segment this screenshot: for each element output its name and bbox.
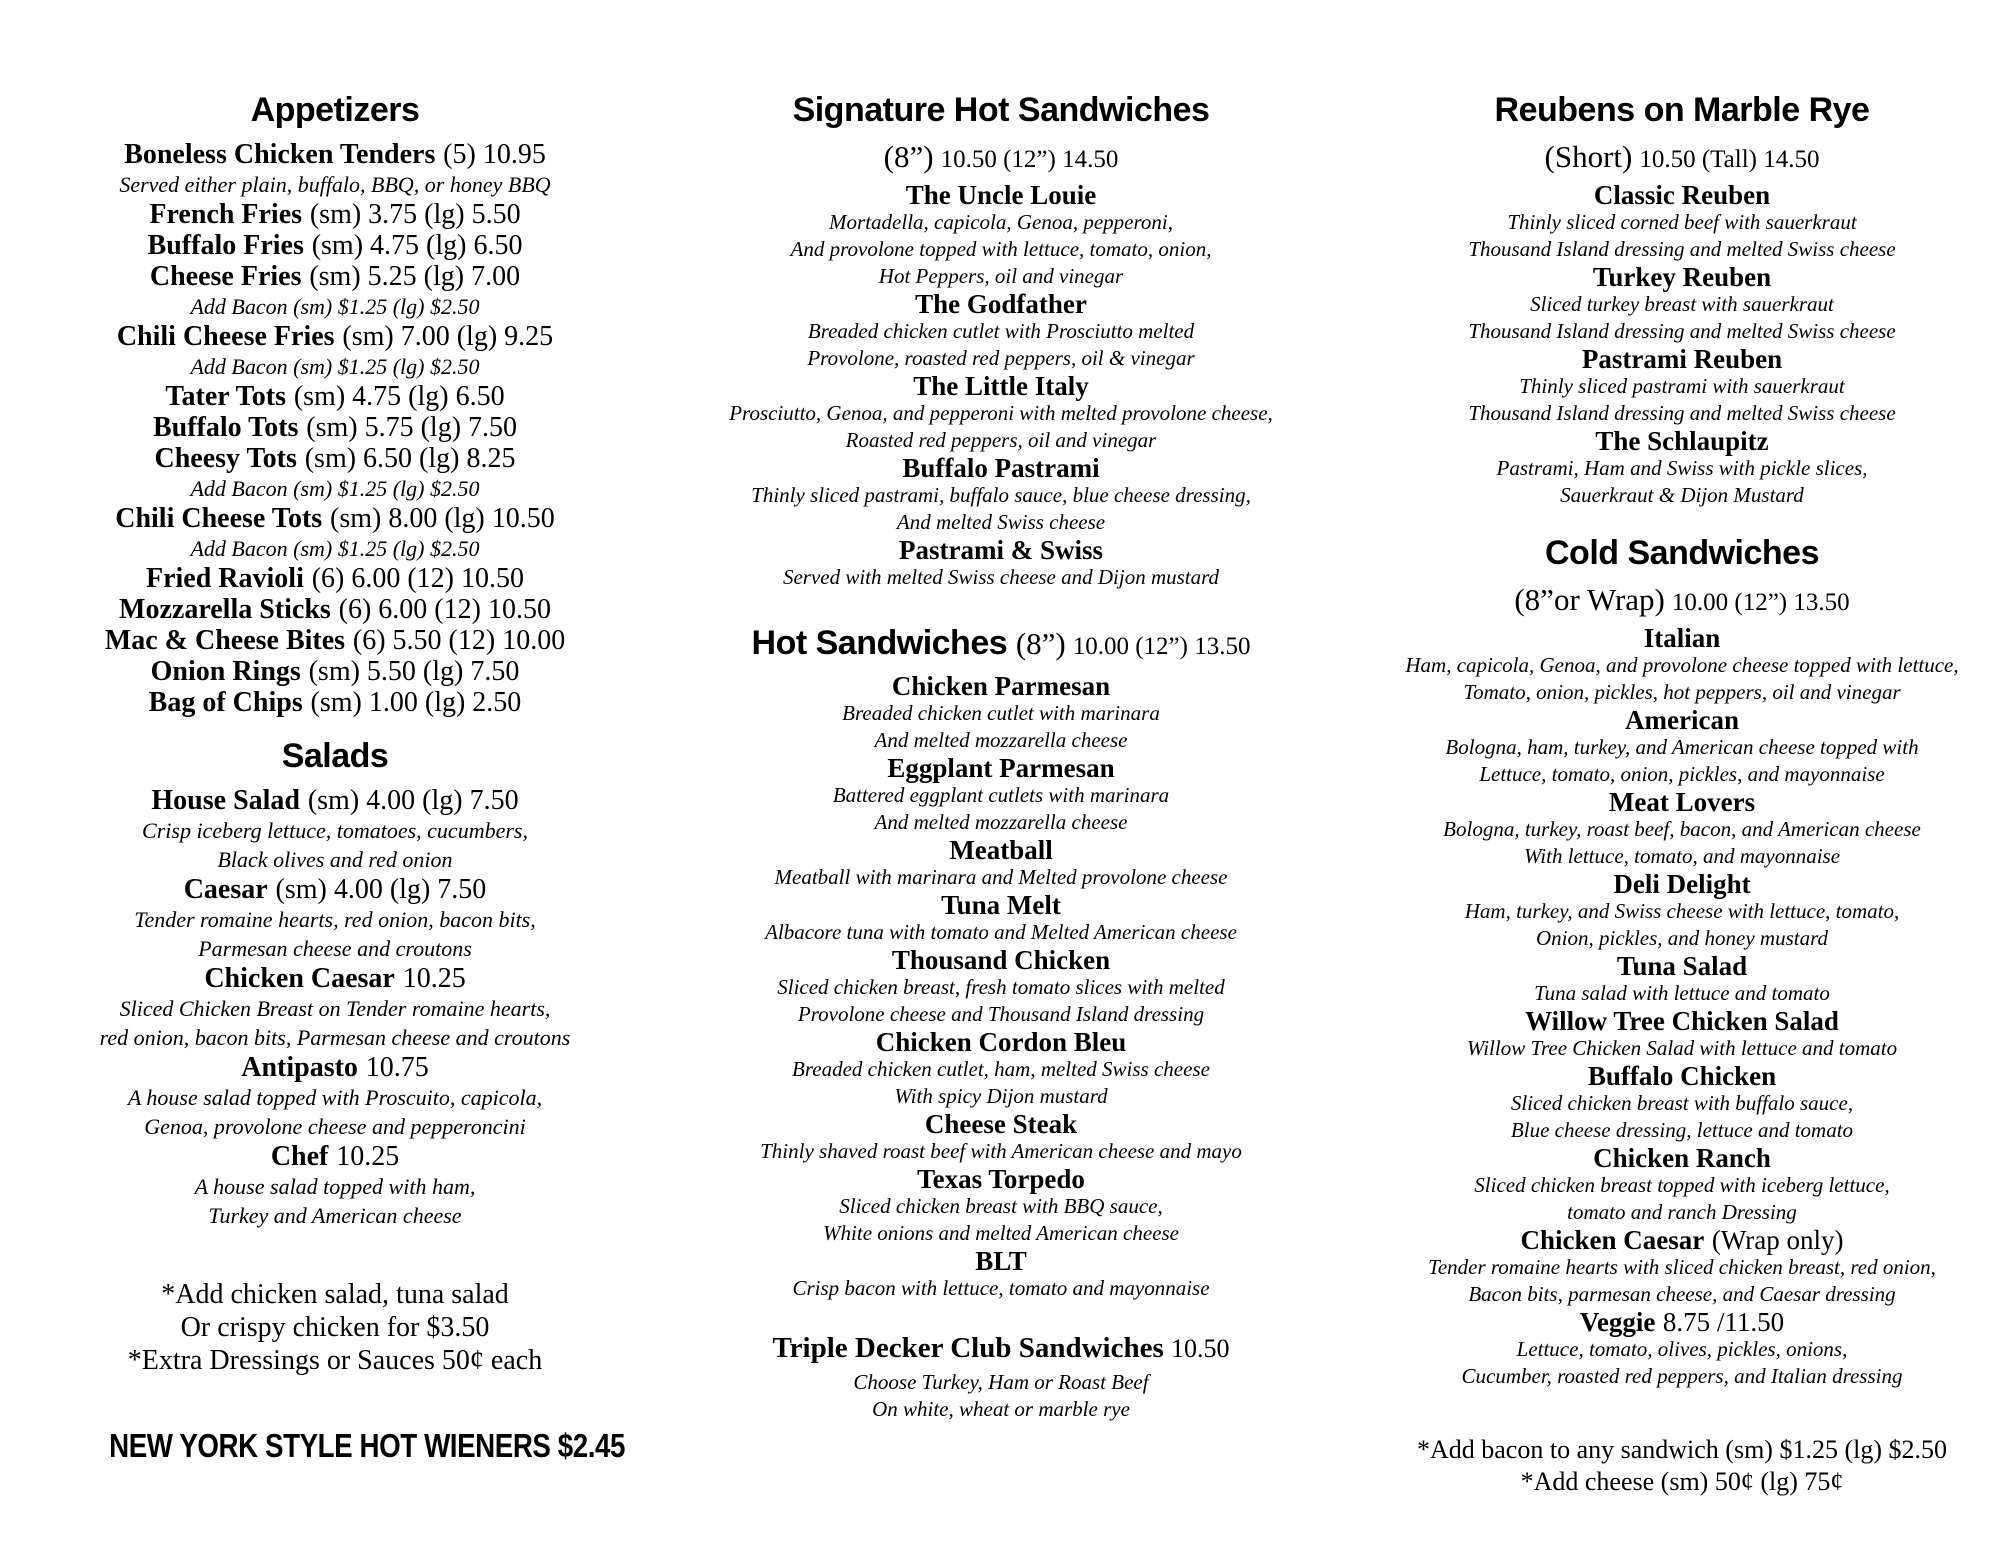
item-name: Deli Delight (1613, 869, 1751, 899)
item-name: Mozzarella Sticks (119, 594, 331, 625)
item-description: Lettuce, tomato, olives, pickles, onions, (1516, 1337, 1848, 1361)
section-prices: 10.00 (12”) 13.50 (1072, 633, 1251, 660)
item-price: (6) 6.00 (12) 10.50 (338, 594, 551, 625)
menu-item (665, 946, 1337, 974)
item-price: (Wrap only) (1711, 1225, 1844, 1255)
footnote-line: *Add chicken salad, tuna salad (161, 1279, 509, 1310)
item-name: The Little Italy (913, 371, 1089, 401)
menu-item (665, 1028, 1337, 1056)
menu-item (1366, 706, 1998, 734)
item-description: Thinly sliced pastrami, buffalo sauce, blue cheese dressing, (751, 483, 1251, 507)
item-name: Willow Tree Chicken Salad (1525, 1006, 1839, 1036)
section-signature-hot-sandwiches (665, 88, 1337, 591)
item-description: Provolone cheese and Thousand Island dressing (797, 1002, 1205, 1026)
menu-item (1366, 1308, 1998, 1336)
item-name: Meatball (949, 835, 1053, 865)
item-description: Lettuce, tomato, onion, pickles, and mayonnaise (1479, 762, 1885, 786)
menu-item (1366, 345, 1998, 373)
item-name: Onion Rings (150, 656, 301, 687)
item-description: Breaded chicken cutlet, ham, melted Swiss cheese (792, 1057, 1210, 1081)
section-salads (60, 734, 610, 1230)
section-heading (1366, 531, 1998, 582)
item-description: Roasted red peppers, oil and vinegar (845, 428, 1157, 452)
menu-item (1366, 1226, 1998, 1254)
item-description: Tender romaine hearts, red onion, bacon bits, (134, 907, 536, 932)
item-description: And melted mozzarella cheese (874, 810, 1128, 834)
menu-item (60, 412, 610, 443)
menu-column-right (1366, 88, 1998, 1498)
item-name: Tuna Salad (1616, 951, 1748, 981)
footnote-line: *Add cheese (sm) 50¢ (lg) 75¢ (1520, 1467, 1844, 1496)
item-description: And melted Swiss cheese (896, 510, 1106, 534)
menu-item (60, 1141, 610, 1172)
section-size-options: (8”) (1015, 626, 1066, 661)
menu-item (60, 1052, 610, 1083)
item-name: American (1625, 705, 1739, 735)
item-name: Texas Torpedo (917, 1164, 1085, 1194)
section-size-options: (8”) (883, 139, 934, 174)
item-description: A house salad topped with ham, (194, 1174, 476, 1199)
item-note: Add Bacon (sm) $1.25 (lg) $2.50 (190, 294, 480, 319)
item-name: Chicken Caesar (1520, 1225, 1705, 1255)
item-description: Sauerkraut & Dijon Mustard (1560, 483, 1804, 507)
section-prices: 10.00 (12”) 13.50 (1671, 589, 1850, 616)
item-note: Add Bacon (sm) $1.25 (lg) $2.50 (190, 476, 480, 501)
item-description: Willow Tree Chicken Salad with lettuce and tomato (1466, 1036, 1898, 1060)
item-price: 8.75 /11.50 (1662, 1307, 1785, 1337)
section-heading-text: Hot Sandwiches (751, 624, 1008, 662)
item-name: Mac & Cheese Bites (104, 625, 346, 656)
menu-item (60, 139, 610, 170)
item-description: Tomato, onion, pickles, hot peppers, oil and vinegar (1463, 680, 1901, 704)
menu-item (60, 874, 610, 905)
item-description: Bacon bits, parmesan cheese, and Caesar dressing (1468, 1282, 1896, 1306)
item-name: Caesar (183, 874, 268, 905)
item-description: Served either plain, buffalo, BBQ, or honey BBQ (119, 172, 551, 197)
item-description: Hot Peppers, oil and vinegar (878, 264, 1124, 288)
section-reubens (1366, 88, 1998, 509)
menu-column-center (665, 88, 1337, 1423)
item-name: Buffalo Chicken (1587, 1061, 1777, 1091)
menu-item (665, 836, 1337, 864)
menu-item (665, 372, 1337, 400)
section-subtitle (1366, 139, 1998, 181)
item-name: Antipasto (241, 1052, 358, 1083)
item-description: With lettuce, tomato, and mayonnaise (1523, 844, 1841, 868)
item-price: (sm) 4.75 (lg) 6.50 (293, 381, 505, 412)
item-description: White onions and melted American cheese (823, 1221, 1179, 1245)
item-description: Thinly shaved roast beef with American cheese and mayo (760, 1139, 1242, 1163)
menu-item (60, 230, 610, 261)
item-description: Mortadella, capicola, Genoa, pepperoni, (829, 210, 1173, 234)
menu-item (665, 1110, 1337, 1138)
footnote-line: *Extra Dressings or Sauces 50¢ each (127, 1345, 543, 1376)
footnote-line: Or crispy chicken for $3.50 (180, 1312, 490, 1343)
item-description: And melted mozzarella cheese (874, 728, 1128, 752)
item-price: 10.25 (336, 1141, 400, 1172)
item-name: The Schlaupitz (1595, 426, 1769, 456)
item-name: Chef (270, 1141, 329, 1172)
item-description: Pastrami, Ham and Swiss with pickle slices, (1496, 456, 1868, 480)
item-description: With spicy Dijon mustard (894, 1084, 1108, 1108)
item-description: Battered eggplant cutlets with marinara (832, 783, 1170, 807)
item-description: Turkey and American cheese (208, 1203, 462, 1228)
section-heading-price: 10.50 (1171, 1334, 1230, 1363)
item-name: Buffalo Tots (152, 412, 299, 443)
menu-item (1366, 181, 1998, 209)
item-description: Sliced chicken breast with BBQ sauce, (839, 1194, 1163, 1218)
section-heading (1366, 88, 1998, 139)
item-name: Thousand Chicken (891, 945, 1111, 975)
item-description: red onion, bacon bits, Parmesan cheese and croutons (99, 1025, 571, 1050)
item-description: Bologna, turkey, roast beef, bacon, and American cheese (1443, 817, 1921, 841)
item-name: Chicken Caesar (204, 963, 395, 994)
item-name: Chili Cheese Fries (116, 321, 335, 352)
item-description: Tuna salad with lettuce and tomato (1534, 981, 1830, 1005)
item-name: Chicken Ranch (1593, 1143, 1771, 1173)
item-description: Prosciutto, Genoa, and pepperoni with melted provolone cheese, (729, 401, 1273, 425)
item-description: Thousand Island dressing and melted Swiss cheese (1468, 237, 1896, 261)
menu-item (60, 785, 610, 816)
item-price: (sm) 5.50 (lg) 7.50 (308, 656, 520, 687)
footnote-line: *Add bacon to any sandwich (sm) $1.25 (lg) $2.50 (1416, 1435, 1948, 1464)
menu-item (1366, 427, 1998, 455)
item-description: Meatball with marinara and Melted provolone cheese (774, 865, 1228, 889)
menu-item (60, 594, 610, 625)
item-name: Buffalo Fries (147, 230, 304, 261)
column-footnotes (60, 1278, 610, 1377)
item-name: Chicken Parmesan (891, 671, 1111, 701)
menu-item (665, 536, 1337, 564)
item-price: (6) 5.50 (12) 10.00 (352, 625, 566, 656)
item-description: Served with melted Swiss cheese and Dijon mustard (782, 565, 1220, 589)
section-prices: 10.50 (Tall) 14.50 (1639, 146, 1820, 173)
item-description: And provolone topped with lettuce, tomato, onion, (790, 237, 1212, 261)
item-description: A house salad topped with Proscuito, capicola, (127, 1085, 543, 1110)
item-name: Classic Reuben (1593, 180, 1771, 210)
section-heading-text: Appetizers (250, 91, 420, 129)
item-price: (sm) 4.75 (lg) 6.50 (311, 230, 523, 261)
menu-item (1366, 1007, 1998, 1035)
item-price: (sm) 4.00 (lg) 7.50 (275, 874, 487, 905)
item-description: Albacore tuna with tomato and Melted American cheese (765, 920, 1237, 944)
column-footnotes (1366, 1434, 1998, 1498)
item-name: Turkey Reuben (1592, 262, 1772, 292)
menu-item (1366, 1144, 1998, 1172)
menu-item (60, 563, 610, 594)
menu-item (60, 381, 610, 412)
item-price: (sm) 3.75 (lg) 5.50 (309, 199, 521, 230)
item-name: Eggplant Parmesan (887, 753, 1115, 783)
section-heading-text: Triple Decker Club Sandwiches (772, 1332, 1164, 1364)
item-name: Cheese Steak (924, 1109, 1078, 1139)
item-description: Crisp bacon with lettuce, tomato and mayonnaise (792, 1276, 1210, 1300)
item-name: Tuna Melt (941, 890, 1061, 920)
item-name: French Fries (149, 199, 303, 230)
item-description: Parmesan cheese and croutons (198, 936, 472, 961)
menu-item (60, 199, 610, 230)
item-name: Pastrami Reuben (1581, 344, 1783, 374)
item-note: Add Bacon (sm) $1.25 (lg) $2.50 (190, 536, 480, 561)
item-note: Add Bacon (sm) $1.25 (lg) $2.50 (190, 354, 480, 379)
item-name: Italian (1643, 623, 1721, 653)
item-price: (sm) 6.50 (lg) 8.25 (304, 443, 516, 474)
item-name: Boneless Chicken Tenders (124, 139, 436, 170)
menu-item (60, 503, 610, 534)
section-cold-sandwiches (1366, 531, 1998, 1390)
section-size-options: (8”or Wrap) (1514, 582, 1665, 617)
item-description: Tender romaine hearts with sliced chicken breast, red onion, (1428, 1255, 1936, 1279)
section-heading (60, 88, 610, 139)
menu-item (1366, 788, 1998, 816)
menu-item (665, 754, 1337, 782)
menu-item (665, 454, 1337, 482)
item-name: Cheese Fries (149, 261, 302, 292)
menu-item (60, 687, 610, 718)
item-name: The Godfather (915, 289, 1087, 319)
item-description: Thinly sliced corned beef with sauerkraut (1507, 210, 1857, 234)
item-price: (sm) 8.00 (lg) 10.50 (330, 503, 555, 534)
item-description: Onion, pickles, and honey mustard (1535, 926, 1828, 950)
section-heading-text: Salads (281, 737, 389, 775)
section-subtitle (665, 139, 1337, 181)
menu-item (60, 261, 610, 292)
menu-item (665, 672, 1337, 700)
item-description: Breaded chicken cutlet with Prosciutto melted (807, 319, 1195, 343)
menu-item (1366, 1062, 1998, 1090)
section-heading-text: Reubens on Marble Rye (1494, 91, 1870, 129)
menu-item (1366, 624, 1998, 652)
menu-column-left (60, 88, 626, 1465)
item-price: (sm) 7.00 (lg) 9.25 (342, 321, 554, 352)
section-heading (665, 88, 1337, 139)
menu-item (665, 1247, 1337, 1275)
section-heading (60, 734, 610, 785)
item-description: Sliced chicken breast, fresh tomato slices with melted (777, 975, 1225, 999)
section-heading-text: Signature Hot Sandwiches (792, 91, 1210, 129)
item-description: Thousand Island dressing and melted Swiss cheese (1468, 401, 1896, 425)
section-appetizers (60, 88, 610, 718)
menu-item (60, 625, 610, 656)
item-price: (5) 10.95 (443, 139, 546, 170)
item-description: Ham, turkey, and Swiss cheese with lettuce, tomato, (1464, 899, 1900, 923)
section-heading (665, 621, 1337, 672)
item-description: tomato and ranch Dressing (1567, 1200, 1797, 1224)
item-name: House Salad (151, 785, 300, 816)
item-price: (sm) 5.75 (lg) 7.50 (306, 412, 518, 443)
item-name: Pastrami & Swiss (899, 535, 1103, 565)
section-size-options: (Short) (1544, 139, 1633, 174)
item-description: Genoa, provolone cheese and pepperoncini (144, 1114, 526, 1139)
item-description: Crisp iceberg lettuce, tomatoes, cucumbers, (142, 818, 528, 843)
menu-item (60, 656, 610, 687)
item-price: (6) 6.00 (12) 10.50 (311, 563, 524, 594)
item-description: Breaded chicken cutlet with marinara (842, 701, 1160, 725)
item-name: Chili Cheese Tots (115, 503, 323, 534)
menu-item (665, 181, 1337, 209)
menu-item (1366, 952, 1998, 980)
item-price: 10.75 (365, 1052, 429, 1083)
item-description: Sliced Chicken Breast on Tender romaine hearts, (119, 996, 551, 1021)
menu-item (665, 891, 1337, 919)
item-description: Cucumber, roasted red peppers, and Italian dressing (1461, 1364, 1903, 1388)
menu-item (1366, 263, 1998, 291)
hot-wieners-banner: NEW YORK STYLE HOT WIENERS $2.45 (109, 1427, 626, 1464)
item-price: (sm) 5.25 (lg) 7.00 (309, 261, 521, 292)
item-name: Buffalo Pastrami (902, 453, 1100, 483)
section-subtitle (1366, 582, 1998, 624)
item-description: Thousand Island dressing and melted Swiss cheese (1468, 319, 1896, 343)
item-name: BLT (975, 1246, 1027, 1276)
section-heading (665, 1332, 1337, 1369)
menu-item (60, 321, 610, 352)
item-description: Black olives and red onion (217, 847, 453, 872)
section-triple-decker (665, 1332, 1337, 1423)
section-heading-text: Cold Sandwiches (1545, 534, 1819, 572)
menu-item (1366, 870, 1998, 898)
menu-item (665, 290, 1337, 318)
item-description: Sliced turkey breast with sauerkraut (1530, 292, 1834, 316)
item-description: Sliced chicken breast with buffalo sauce, (1510, 1091, 1854, 1115)
item-price: (sm) 4.00 (lg) 7.50 (307, 785, 519, 816)
item-name: Chicken Cordon Bleu (875, 1027, 1127, 1057)
item-name: Bag of Chips (148, 687, 303, 718)
section-prices: 10.50 (12”) 14.50 (940, 146, 1119, 173)
item-price: (sm) 1.00 (lg) 2.50 (310, 687, 522, 718)
menu-item (60, 963, 610, 994)
menu-item (665, 1165, 1337, 1193)
item-description: Sliced chicken breast topped with iceberg lettuce, (1474, 1173, 1890, 1197)
item-name: The Uncle Louie (905, 180, 1097, 210)
item-description: Thinly sliced pastrami with sauerkraut (1519, 374, 1845, 398)
item-description: Blue cheese dressing, lettuce and tomato (1510, 1118, 1854, 1142)
item-description: Bologna, ham, turkey, and American cheese topped with (1445, 735, 1919, 759)
item-description: Ham, capicola, Genoa, and provolone cheese topped with lettuce, (1405, 653, 1959, 677)
section-description: On white, wheat or marble rye (872, 1397, 1130, 1421)
banner-row (60, 1427, 626, 1465)
menu-item (60, 443, 610, 474)
item-name: Veggie (1579, 1307, 1656, 1337)
item-name: Fried Ravioli (146, 563, 304, 594)
item-name: Tater Tots (165, 381, 286, 412)
item-description: Provolone, roasted red peppers, oil & vinegar (807, 346, 1195, 370)
section-hot-sandwiches (665, 621, 1337, 1302)
item-name: Meat Lovers (1608, 787, 1756, 817)
item-name: Cheesy Tots (154, 443, 297, 474)
section-description: Choose Turkey, Ham or Roast Beef (853, 1370, 1149, 1394)
item-price: 10.25 (402, 963, 466, 994)
